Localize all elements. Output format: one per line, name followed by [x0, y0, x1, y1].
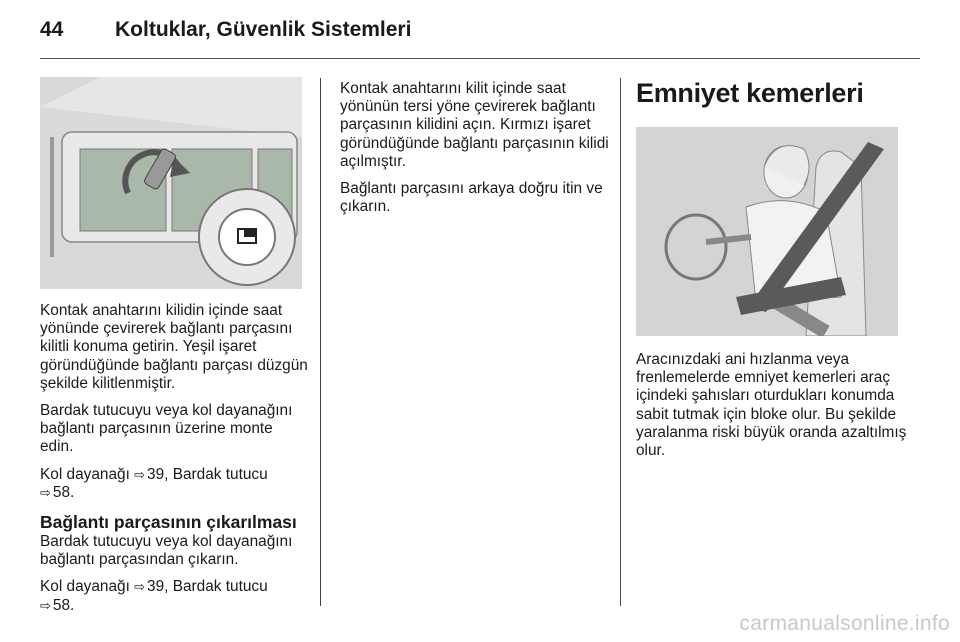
paragraph: Kontak anahtarını kilit içinde saat yönünün tersi yöne çevirerek bağlantı parçasının kilidini açın. Kırmızı işaret göründüğünde bağlantı parçasının kilidi açılmıştır.: [340, 80, 609, 170]
paragraph: Kontak anahtarını kilidin içinde saat yönünde çevirerek bağlantı parçasını kilitli konuma getirin. Yeşil işaret göründüğünde bağlantı parçası düzgün şekilde kilitlenmiştir.: [40, 302, 308, 392]
cross-reference-arrow-icon: ⇨: [40, 484, 51, 500]
connector-lock-illustration: [40, 77, 302, 289]
cross-reference-link[interactable]: 39, Bardak tutucu: [147, 578, 268, 596]
cross-reference-link[interactable]: 39, Bardak tutucu: [147, 465, 268, 483]
watermark: carmanualsonline.info: [739, 612, 950, 635]
right-column-body: [636, 351, 922, 469]
paragraph: Bardak tutucuyu veya kol dayanağını bağlantı parçasından çıkarın.: [40, 533, 293, 569]
section-title: Emniyet kemerleri: [636, 78, 864, 108]
paragraph: Kol dayanağı ⇨ 39, Bardak tutucu ⇨ 58.: [40, 465, 268, 501]
chapter-title: Koltuklar, Güvenlik Sistemleri: [115, 18, 412, 41]
figure-seat-belt: [636, 127, 898, 336]
cross-reference-arrow-icon: ⇨: [134, 579, 146, 595]
cross-reference-link[interactable]: 58.: [52, 483, 75, 501]
paragraph: Bağlantı parçasını arkaya doğru itin ve çıkarın.: [340, 180, 603, 216]
page-header: [40, 16, 920, 56]
paragraph: Bardak tutucuyu veya kol dayanağını bağlantı parçasının üzerine monte edin.: [40, 402, 293, 456]
column-divider-1: [320, 78, 321, 606]
figure-connector-lock: [40, 77, 302, 289]
paragraph: Kol dayanağı ⇨ 39, Bardak tutucu ⇨ 58.: [40, 578, 268, 614]
middle-column-text: [340, 80, 610, 225]
page-number: 44: [40, 18, 64, 41]
right-column-text: [636, 76, 922, 126]
cross-reference-arrow-icon: ⇨: [134, 466, 146, 482]
left-column-text: [40, 302, 310, 624]
header-rule: [40, 58, 920, 59]
cross-reference-arrow-icon: ⇨: [40, 597, 51, 613]
paragraph: Aracınızdaki ani hızlanma veya frenlemelerde emniyet kemerleri araç içindeki şahısları oturdukları konumda sabit tutmak için bloke olur. Bu şekilde yaralanma riski büyük oranda azaltılmış olur.: [636, 351, 907, 460]
section-heading: Bağlantı parçasının çıkarılması: [40, 512, 297, 533]
column-divider-2: [620, 78, 621, 606]
seat-belt-illustration: [636, 127, 898, 336]
cross-reference-link[interactable]: 58.: [52, 596, 75, 614]
